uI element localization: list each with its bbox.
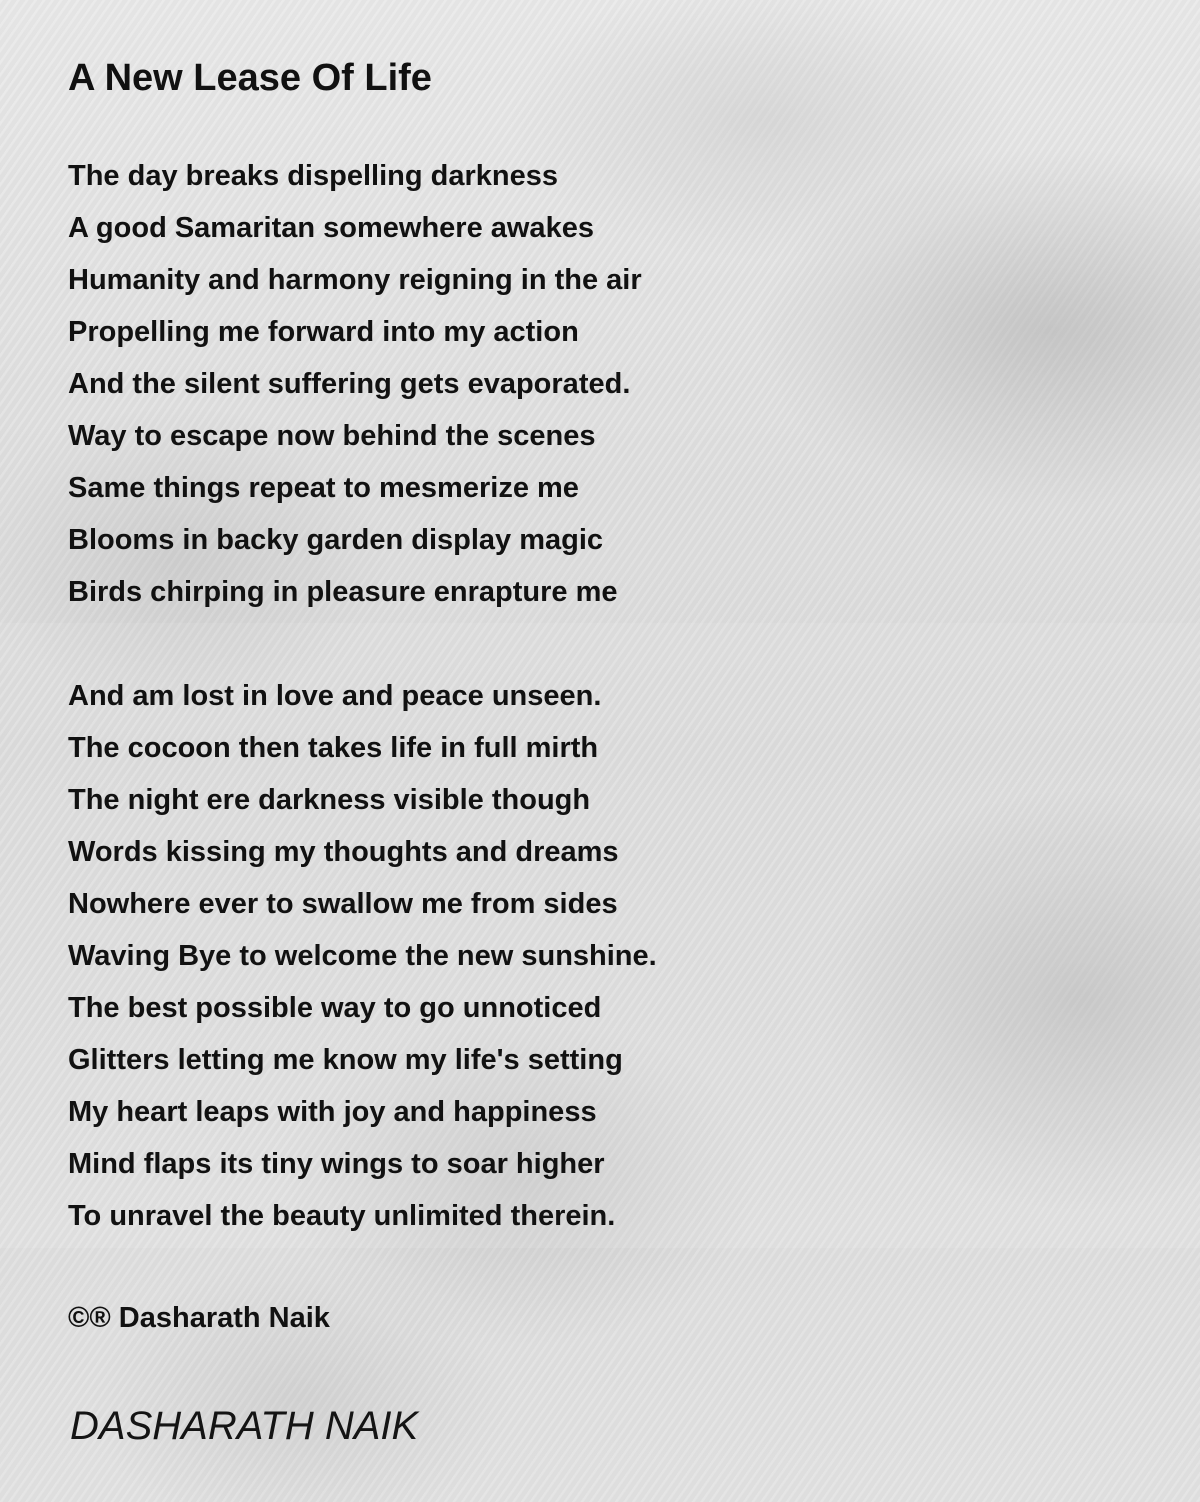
poem-line: The best possible way to go unnoticed bbox=[68, 992, 602, 1024]
poem-line: Same things repeat to mesmerize me bbox=[68, 472, 579, 504]
author-name: DASHARATH NAIK bbox=[70, 1404, 419, 1448]
poem-line: And am lost in love and peace unseen. bbox=[68, 680, 602, 712]
poem-line: Propelling me forward into my action bbox=[68, 316, 579, 348]
poem-line: Nowhere ever to swallow me from sides bbox=[68, 888, 618, 920]
poem-line: Words kissing my thoughts and dreams bbox=[68, 836, 619, 868]
copyright-notice: ©® Dasharath Naik bbox=[68, 1302, 330, 1334]
stanza-1 bbox=[68, 150, 642, 618]
poem-line: Waving Bye to welcome the new sunshine. bbox=[68, 940, 657, 972]
poem-line: The day breaks dispelling darkness bbox=[68, 160, 558, 192]
poem-line: A good Samaritan somewhere awakes bbox=[68, 212, 594, 244]
poem-line: Birds chirping in pleasure enrapture me bbox=[68, 576, 618, 608]
poem-line: My heart leaps with joy and happiness bbox=[68, 1096, 597, 1128]
poem-line: And the silent suffering gets evaporated. bbox=[68, 368, 631, 400]
poem-line: The night ere darkness visible though bbox=[68, 784, 591, 816]
poem-line: Humanity and harmony reigning in the air bbox=[68, 264, 642, 296]
poem-line: Way to escape now behind the scenes bbox=[68, 420, 596, 452]
poem-line: The cocoon then takes life in full mirth bbox=[68, 732, 599, 764]
poem-line: Mind flaps its tiny wings to soar higher bbox=[68, 1148, 605, 1180]
background-band-bottom bbox=[0, 1248, 1200, 1502]
poem-line: To unravel the beauty unlimited therein. bbox=[68, 1200, 616, 1232]
poem-line: Glitters letting me know my life's setting bbox=[68, 1044, 623, 1076]
poem-title: A New Lease Of Life bbox=[68, 57, 432, 99]
stanza-2 bbox=[68, 670, 657, 1242]
poem-line: Blooms in backy garden display magic bbox=[68, 524, 604, 556]
